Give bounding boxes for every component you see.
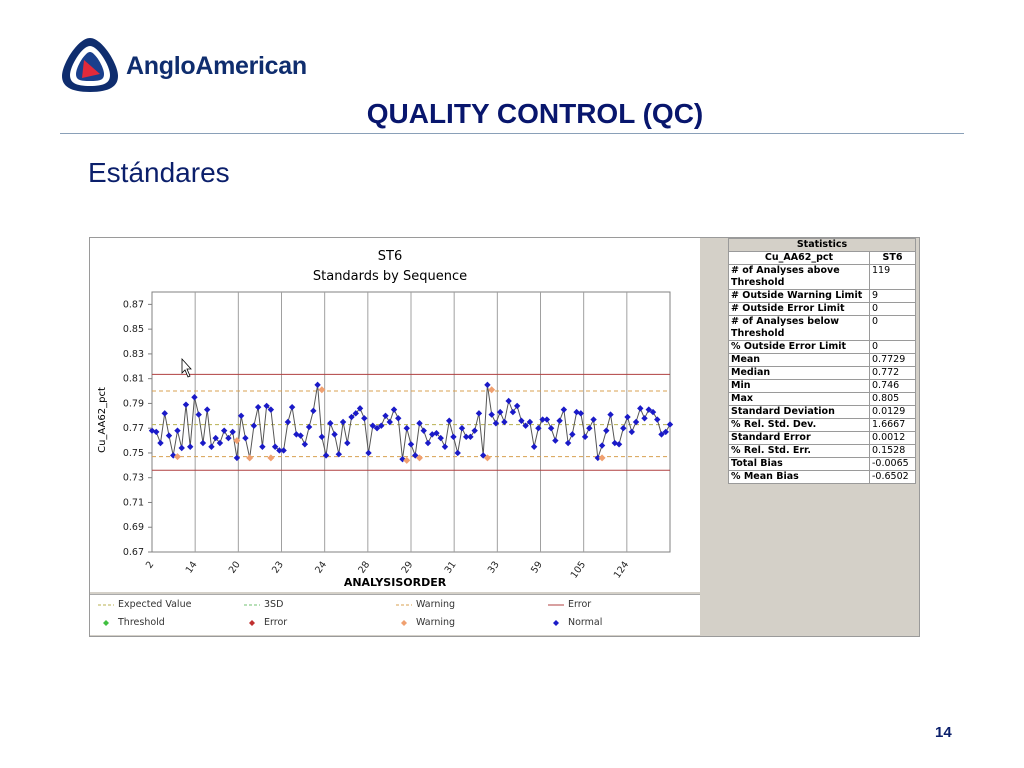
stats-row [729,419,916,432]
logo-mark-icon [58,36,122,94]
legend-marker-icon [96,616,116,630]
normal-point [174,427,180,433]
normal-point [331,431,337,437]
x-tick-label: 31 [442,559,459,576]
stats-row-value: 0.805 [870,393,916,406]
legend-marker-icon [394,616,414,630]
normal-point [476,410,482,416]
stats-row [729,341,916,354]
normal-point [251,423,257,429]
stats-row-value: 0 [870,316,916,341]
normal-point [255,404,261,410]
stats-row-label: # Outside Error Limit [729,303,870,316]
stats-row [729,432,916,445]
normal-point [323,452,329,458]
stats-row-label: # of Analyses below Threshold [729,316,870,341]
normal-point [421,427,427,433]
normal-point [590,416,596,422]
normal-point [620,425,626,431]
normal-point [340,419,346,425]
normal-point [361,415,367,421]
stats-row [729,393,916,406]
legend-line-swatch [242,598,262,612]
chart-subtitle: Standards by Sequence [312,269,468,284]
stats-row-value: 0.7729 [870,354,916,367]
normal-point [196,411,202,417]
normal-point [467,434,473,440]
normal-point [229,429,235,435]
stats-row-label: Standard Deviation [729,406,870,419]
y-tick-label: 0.83 [122,348,144,360]
normal-point [344,440,350,446]
normal-point [603,427,609,433]
x-tick-label: 24 [313,559,330,576]
normal-point [654,416,660,422]
stats-row-label: Total Bias [729,458,870,471]
normal-point [242,435,248,441]
stats-row-label: % Rel. Std. Dev. [729,419,870,432]
normal-point [238,413,244,419]
normal-point [302,441,308,447]
normal-point [637,405,643,411]
normal-point [179,445,185,451]
normal-point [493,420,499,426]
statistics-panel [728,238,916,484]
brand-name: AngloAmerican [126,52,307,80]
normal-point [314,382,320,388]
x-tick-label: 105 [568,559,589,581]
legend-label: Warning [416,617,456,628]
normal-point [599,442,605,448]
stats-row-value: 0.0129 [870,406,916,419]
stats-row-label: % Mean Bias [729,471,870,484]
warning-point [488,386,495,393]
normal-point [365,450,371,456]
legend-label: Warning [416,599,456,610]
normal-point [327,420,333,426]
stats-row-value: 9 [870,290,916,303]
normal-point [544,416,550,422]
x-tick-label: 59 [529,559,545,576]
x-tick-label: 23 [270,559,286,576]
normal-point [408,441,414,447]
stats-row-value: 0.0012 [870,432,916,445]
normal-point [455,450,461,456]
normal-point [162,410,168,416]
normal-point [569,431,575,437]
normal-point [166,432,172,438]
normal-point [225,435,231,441]
normal-point [607,411,613,417]
y-tick-label: 0.67 [122,547,144,558]
stats-row [729,265,916,290]
y-tick-label: 0.85 [122,324,144,336]
normal-point [497,409,503,415]
normal-point [561,406,567,412]
stats-row [729,316,916,341]
normal-point [289,404,295,410]
normal-point [624,414,630,420]
warning-point [267,454,274,461]
x-tick-label: 2 [143,559,157,571]
normal-point [510,409,516,415]
normal-point [157,440,163,446]
normal-point [187,444,193,450]
y-tick-label: 0.71 [122,497,144,509]
normal-point [641,415,647,421]
normal-point [234,455,240,461]
stats-row [729,471,916,484]
normal-point [586,425,592,431]
stats-row-label: # of Analyses above Threshold [729,265,870,290]
y-tick-label: 0.81 [122,373,144,385]
stats-row-value: 0.1528 [870,445,916,458]
normal-point [208,444,214,450]
normal-point [514,403,520,409]
legend-label: Threshold [118,617,165,628]
normal-point [450,434,456,440]
normal-point [446,418,452,424]
normal-point [416,420,422,426]
x-tick-label: 14 [183,559,200,576]
legend-label: Normal [568,617,603,628]
normal-point [319,434,325,440]
stats-row-value: 0.772 [870,367,916,380]
x-tick-label: 20 [226,559,243,576]
stats-row [729,458,916,471]
normal-point [505,398,511,404]
stats-row-label: # Outside Warning Limit [729,290,870,303]
normal-point [548,425,554,431]
stats-row-label: Mean [729,354,870,367]
legend-label: Expected Value [118,599,192,610]
title-divider [60,133,964,134]
stats-row [729,290,916,303]
stats-row-value: 0.746 [870,380,916,393]
stats-heading: Statistics [729,239,916,252]
normal-point [459,425,465,431]
slide-title: QUALITY CONTROL (QC) [366,98,704,129]
stats-col-value: ST6 [870,252,916,265]
stats-row [729,406,916,419]
chart-legend [90,594,700,635]
x-tick-label: 33 [485,559,502,576]
y-axis-label: Cu_AA62_pct [97,387,108,453]
y-tick-label: 0.69 [122,522,144,534]
normal-point [471,427,477,433]
warning-point [246,454,253,461]
stats-col-label: Cu_AA62_pct [729,252,870,265]
normal-point [531,444,537,450]
legend-label: Error [264,617,288,628]
x-tick-label: 28 [356,559,373,576]
stats-row [729,380,916,393]
legend-marker-icon [242,616,262,630]
stats-row-label: Max [729,393,870,406]
legend-marker-icon [546,616,566,630]
normal-point [391,406,397,412]
normal-point [221,427,227,433]
chart-title: ST6 [377,249,403,264]
stats-row-label: Median [729,367,870,380]
legend-line-swatch [394,598,414,612]
normal-point [488,411,494,417]
chart-area [90,238,700,592]
legend-label: Error [568,599,592,610]
normal-point [582,434,588,440]
x-tick-label: 29 [399,559,416,576]
stats-row-value: -0.6502 [870,471,916,484]
x-axis-label: ANALYSISORDER [343,576,447,589]
stats-row-value: -0.0065 [870,458,916,471]
normal-point [382,413,388,419]
legend-line-swatch [546,598,566,612]
y-tick-label: 0.79 [122,398,144,410]
normal-point [442,444,448,450]
normal-point [667,421,673,427]
statistics-table [728,238,916,484]
y-tick-label: 0.77 [122,423,144,435]
qc-chart [90,238,700,592]
normal-point [259,444,265,450]
slide-subtitle: Estándares [88,157,230,188]
normal-point [310,408,316,414]
page-number: 14 [935,724,952,741]
stats-row-value: 0 [870,341,916,354]
normal-point [629,429,635,435]
stats-row [729,367,916,380]
y-tick-label: 0.75 [122,447,144,459]
normal-point [183,401,189,407]
stats-row-label: Min [729,380,870,393]
normal-point [425,440,431,446]
legend-label: 3SD [264,599,284,610]
stats-row [729,445,916,458]
normal-point [484,382,490,388]
normal-point [200,440,206,446]
stats-row [729,354,916,367]
y-tick-label: 0.87 [122,299,144,311]
stats-row-value: 0 [870,303,916,316]
stats-row-value: 119 [870,265,916,290]
normal-point [565,440,571,446]
normal-point [552,437,558,443]
stats-row-label: % Rel. Std. Err. [729,445,870,458]
normal-point [191,394,197,400]
stats-row-label: Standard Error [729,432,870,445]
x-tick-label: 124 [611,559,632,581]
legend-line-swatch [96,598,116,612]
stats-row [729,303,916,316]
y-tick-label: 0.73 [122,472,144,484]
stats-row-value: 1.6667 [870,419,916,432]
normal-point [556,418,562,424]
normal-point [395,415,401,421]
normal-point [404,425,410,431]
stats-row-label: % Outside Error Limit [729,341,870,354]
normal-point [204,406,210,412]
warning-point [599,454,606,461]
